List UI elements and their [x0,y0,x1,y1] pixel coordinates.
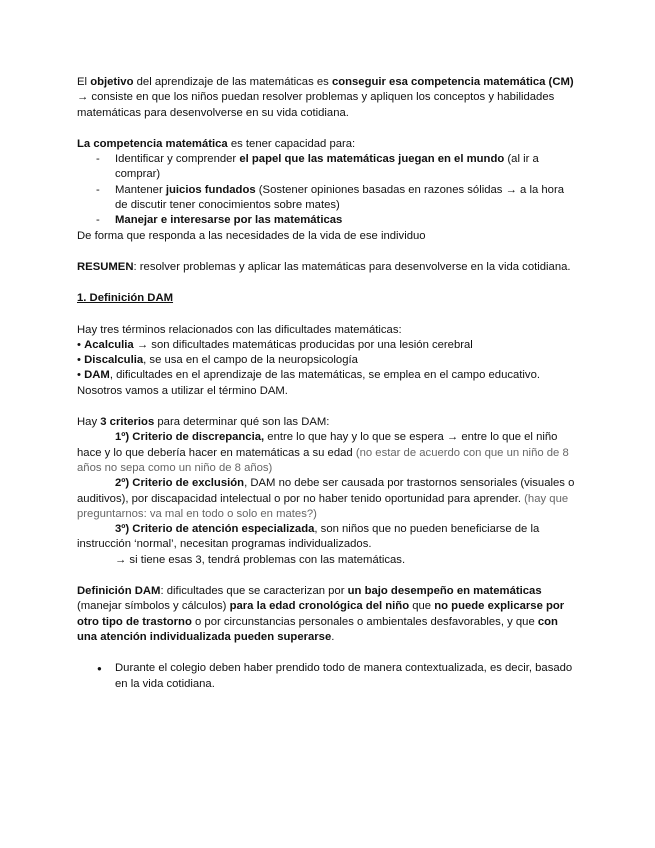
bold-text: 2º) Criterio de exclusión [115,477,245,490]
bold-text: La competencia matemática [77,137,228,150]
section-title: 1. Definición DAM [77,292,174,305]
text: que [409,600,435,613]
text: es tener capacidad para: [227,137,356,150]
terms-intro: Hay tres términos relacionados con las dificultades matemáticas: [77,323,402,336]
text: Mantener [115,183,166,196]
dash-marker: - [96,153,100,166]
text: (al ir a comprar) [115,153,539,181]
text: , DAM no debe ser causada por trastornos sensoriales (visuales o auditivos), por discapacidad intelectual o por no haber tenido oportunidad para aprender. [77,477,575,505]
bold-text: con una atención individualizada pueden superarse [77,615,558,643]
dash-marker: - [96,214,100,227]
text: , dificultades en el aprendizaje de las matemáticas, se emplea en el campo educativo. Nosotros vamos a utilizar el término DAM. [77,369,540,397]
criterion-3 [77,522,577,553]
term-item [77,353,577,368]
section-heading [77,291,577,306]
text: → son dificultades matemáticas producidas por una lesión cerebral [133,338,473,351]
bold-text: juicios fundados [165,183,256,196]
text: → si tiene esas 3, tendrá problemas con las matemáticas. [115,553,406,566]
term-item [77,368,577,399]
text: (manejar símbolos y cálculos) [77,600,230,613]
list-item [77,152,577,183]
criteria-conclusion [77,553,577,568]
text: . [331,630,335,643]
bold-text: DAM [84,369,110,382]
text: del aprendizaje de las matemáticas es [133,76,332,88]
cm-heading [77,137,577,152]
bullet-marker: ● [97,664,102,674]
definition-paragraph [77,584,577,645]
criterion-1 [77,430,577,476]
bold-text: el papel que las matemáticas juegan en el mundo [239,153,505,166]
list-item [77,213,577,228]
bold-text: conseguir esa competencia matemática (CM) [331,76,574,88]
bold-text: Acalculia [84,338,134,351]
bold-text: Manejar e interesarse por las matemáticas [115,214,343,227]
text: para determinar qué son las DAM: [154,416,330,429]
text: → consiste en que los niños puedan resolver problemas y apliquen los conceptos y habilidades matemáticas para desenvolverse en su vida cotidiana. [77,91,555,119]
text: , son niños que no pueden beneficiarse de la instrucción ‘normal’, necesitan programas individualizados. [77,523,540,551]
text: , se usa en el campo de la neuropsicología [143,354,358,367]
text: : dificultades que se caracterizan por [160,585,348,598]
list-item [77,183,577,214]
bold-text: 3 criterios [100,416,155,429]
criterion-2 [77,476,577,522]
text: (Sostener opiniones basadas en razones sólidas → a la hora de discutir tener conocimientos sobre mates) [115,183,564,212]
text: o por circunstancias personales o ambientales desfavorables, y que [191,615,538,628]
dash-marker: - [96,183,100,196]
text: entre lo que hay y lo que se espera → entre lo que el niño hace y lo que debería hacer en matemáticas a su edad [77,431,558,459]
bold-text: 3º) Criterio de atención especializada [115,523,315,536]
bold-text: para la edad cronológica del niño [229,600,410,613]
cm-closing: De forma que responda a las necesidades de la vida de ese individuo [77,229,426,242]
bold-text: RESUMEN [77,260,134,273]
bold-text: un bajo desempeño en matemáticas [347,585,542,598]
bold-text: 1º) Criterio de discrepancia, [115,431,265,444]
bullet-marker: • [77,354,81,367]
document-page [77,75,577,692]
text: : resolver problemas y aplicar las matemáticas para desenvolverse en la vida cotidiana. [133,260,571,273]
bold-text: no puede explicarse por otro tipo de trastorno [77,600,565,628]
list-item [77,661,577,692]
bold-text: objetivo [90,76,134,88]
bold-text: Definición DAM [77,585,161,598]
term-item [77,338,577,353]
text: Durante el colegio deben haber prendido todo de manera contextualizada, es decir, basado en la vida cotidiana. [115,662,573,690]
bullet-marker: • [77,369,81,382]
gray-note: (no estar de acuerdo con que un niño de 8 años no sepa como un niño de 8 años) [77,446,569,474]
text: El [77,76,91,88]
text: Identificar y comprender [115,153,240,166]
criteria-intro [77,415,577,430]
intro-paragraph [77,75,577,121]
bold-text: Discalculia [84,354,144,367]
resumen-paragraph [77,260,577,275]
bullet-marker: • [77,338,81,351]
text: Hay [77,416,101,429]
gray-note: (hay que preguntarnos: va mal en todo o solo en mates?) [77,492,569,520]
